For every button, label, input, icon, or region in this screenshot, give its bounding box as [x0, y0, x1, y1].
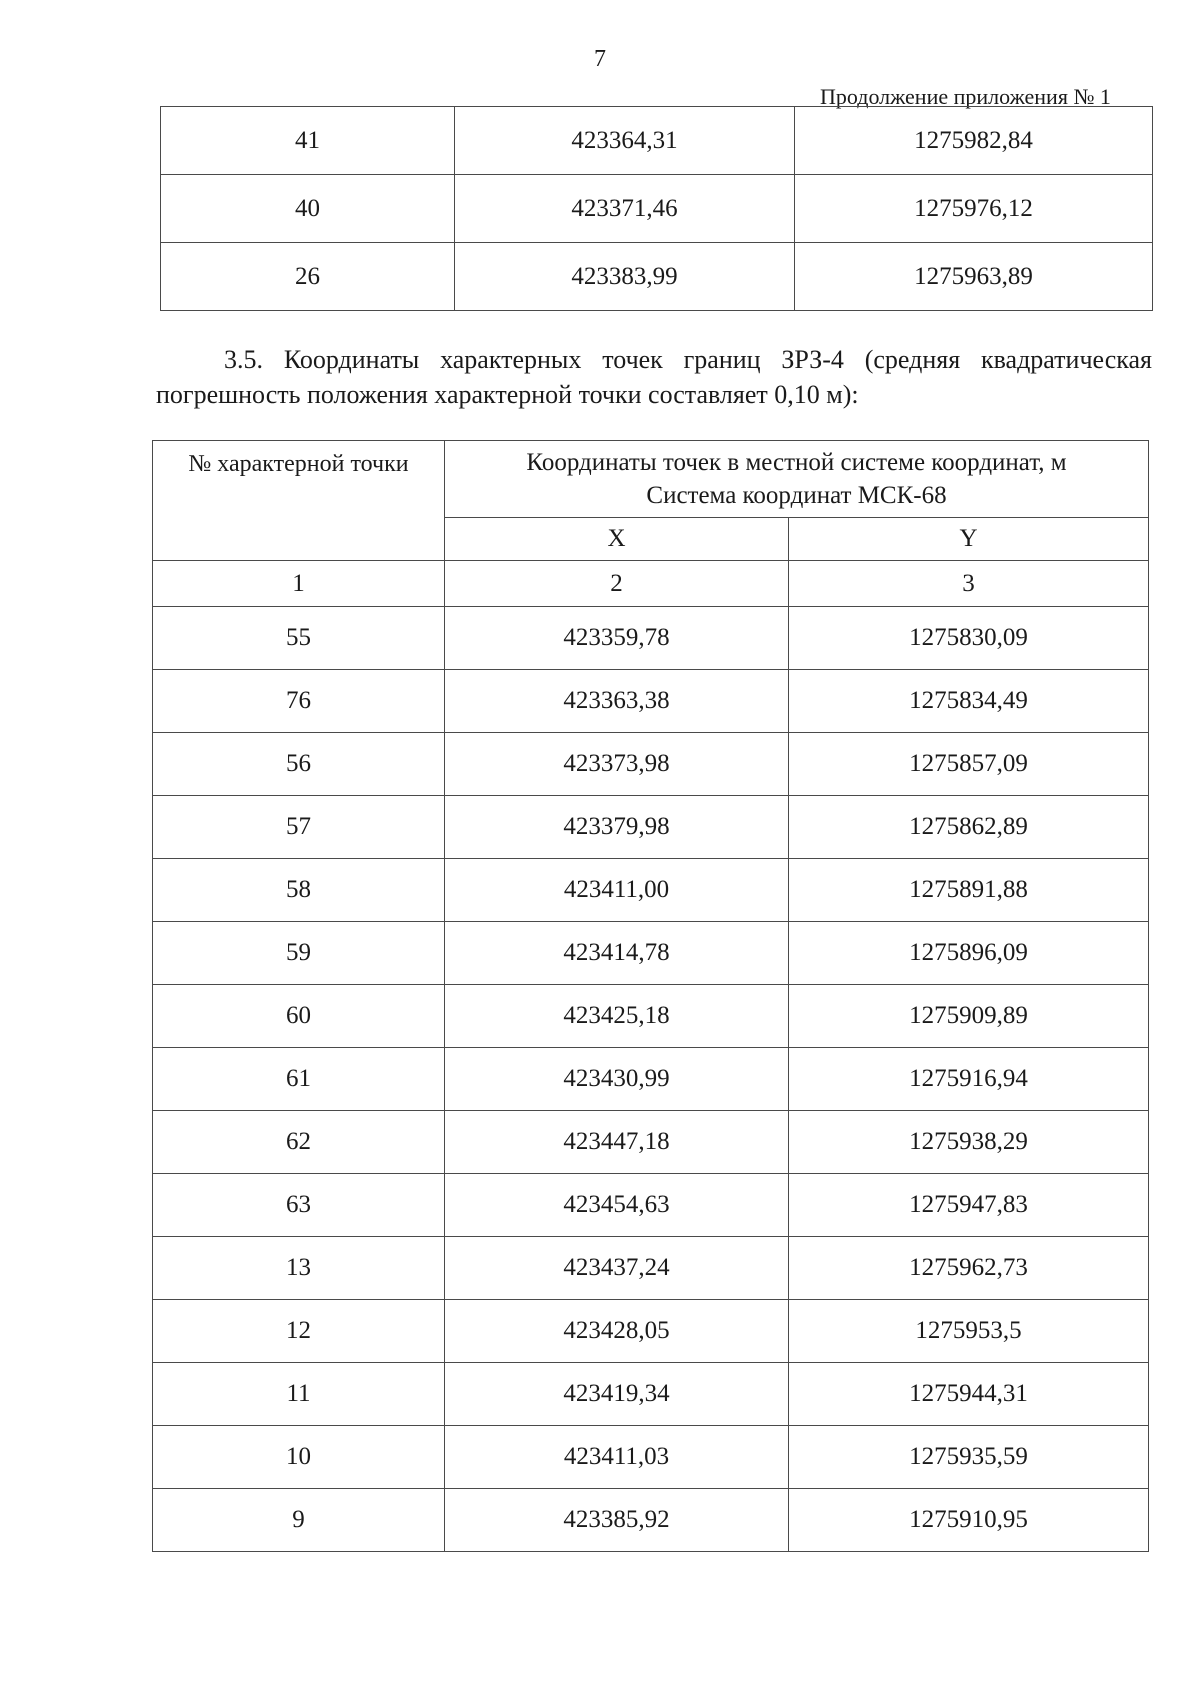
main-table-body [153, 607, 1149, 1552]
point-number-cell: 76 [153, 670, 445, 733]
point-number-cell: 26 [161, 243, 455, 311]
x-coordinate-cell: 423428,05 [445, 1300, 789, 1363]
x-coordinate-cell: 423359,78 [445, 607, 789, 670]
continuation-note: Продолжение приложения № 1 [820, 84, 1111, 109]
y-coordinate-cell: 1275916,94 [789, 1048, 1149, 1111]
table-row [161, 175, 1153, 243]
point-number-cell: 55 [153, 607, 445, 670]
y-coordinate-cell: 1275953,5 [789, 1300, 1149, 1363]
zrz4-coordinates-table [152, 440, 1149, 1552]
table-row [153, 1237, 1149, 1300]
x-coordinate-cell: 423454,63 [445, 1174, 789, 1237]
y-coordinate-cell: 1275944,31 [789, 1363, 1149, 1426]
index-cell-2: 2 [445, 561, 789, 607]
point-number-cell: 11 [153, 1363, 445, 1426]
index-row [153, 561, 1149, 607]
point-number-cell: 60 [153, 985, 445, 1048]
point-number-cell: 9 [153, 1489, 445, 1552]
table-row [161, 243, 1153, 311]
x-coordinate-cell: 423371,46 [455, 175, 795, 243]
point-number-cell: 41 [161, 107, 455, 175]
x-coordinate-cell: 423411,00 [445, 859, 789, 922]
table-row [153, 1111, 1149, 1174]
x-coordinate-cell: 423430,99 [445, 1048, 789, 1111]
y-coordinate-cell: 1275909,89 [789, 985, 1149, 1048]
x-coordinate-cell: 423385,92 [445, 1489, 789, 1552]
table-row [153, 1048, 1149, 1111]
point-number-cell: 58 [153, 859, 445, 922]
point-number-cell: 40 [161, 175, 455, 243]
point-number-cell: 12 [153, 1300, 445, 1363]
table-row [153, 1174, 1149, 1237]
header-coordinates-line1: Координаты точек в местной системе координат, м [526, 449, 1067, 476]
y-coordinate-cell: 1275938,29 [789, 1111, 1149, 1174]
header-row [153, 441, 1149, 518]
header-x: X [445, 518, 789, 561]
table-row [153, 985, 1149, 1048]
table-row [153, 1426, 1149, 1489]
y-coordinate-cell: 1275834,49 [789, 670, 1149, 733]
y-coordinate-cell: 1275982,84 [795, 107, 1153, 175]
section-paragraph: 3.5. Координаты характерных точек границ ЗРЗ-4 (средняя квадратическая погрешность положения характерной точки составляет 0,10 м): [156, 345, 1152, 409]
point-number-cell: 61 [153, 1048, 445, 1111]
x-coordinate-cell: 423447,18 [445, 1111, 789, 1174]
table-row [153, 796, 1149, 859]
y-coordinate-cell: 1275962,73 [789, 1237, 1149, 1300]
header-coordinates [445, 441, 1149, 518]
table-row [153, 922, 1149, 985]
point-number-cell: 62 [153, 1111, 445, 1174]
point-number-cell: 13 [153, 1237, 445, 1300]
top-table-body [161, 107, 1153, 311]
point-number-cell: 59 [153, 922, 445, 985]
table-row [161, 107, 1153, 175]
x-coordinate-cell: 423437,24 [445, 1237, 789, 1300]
x-coordinate-cell: 423411,03 [445, 1426, 789, 1489]
top-coordinates-table [160, 106, 1153, 311]
y-coordinate-cell: 1275896,09 [789, 922, 1149, 985]
y-coordinate-cell: 1275935,59 [789, 1426, 1149, 1489]
x-coordinate-cell: 423419,34 [445, 1363, 789, 1426]
table-row [153, 859, 1149, 922]
table-row [153, 733, 1149, 796]
y-coordinate-cell: 1275976,12 [795, 175, 1153, 243]
x-coordinate-cell: 423425,18 [445, 985, 789, 1048]
x-coordinate-cell: 423373,98 [445, 733, 789, 796]
y-coordinate-cell: 1275910,95 [789, 1489, 1149, 1552]
index-cell-1: 1 [153, 561, 445, 607]
x-coordinate-cell: 423383,99 [455, 243, 795, 311]
table-row [153, 1300, 1149, 1363]
y-coordinate-cell: 1275830,09 [789, 607, 1149, 670]
header-y: Y [789, 518, 1149, 561]
header-coordinates-line2: Система координат МСК-68 [646, 482, 947, 509]
table-row [153, 1489, 1149, 1552]
y-coordinate-cell: 1275891,88 [789, 859, 1149, 922]
x-coordinate-cell: 423364,31 [455, 107, 795, 175]
point-number-cell: 56 [153, 733, 445, 796]
y-coordinate-cell: 1275947,83 [789, 1174, 1149, 1237]
header-point-number: № характерной точки [153, 441, 445, 561]
table-row [153, 607, 1149, 670]
index-cell-3: 3 [789, 561, 1149, 607]
point-number-cell: 63 [153, 1174, 445, 1237]
page-number: 7 [594, 46, 606, 72]
y-coordinate-cell: 1275857,09 [789, 733, 1149, 796]
x-coordinate-cell: 423379,98 [445, 796, 789, 859]
table-row [153, 670, 1149, 733]
x-coordinate-cell: 423363,38 [445, 670, 789, 733]
y-coordinate-cell: 1275963,89 [795, 243, 1153, 311]
point-number-cell: 57 [153, 796, 445, 859]
point-number-cell: 10 [153, 1426, 445, 1489]
x-coordinate-cell: 423414,78 [445, 922, 789, 985]
table-row [153, 1363, 1149, 1426]
y-coordinate-cell: 1275862,89 [789, 796, 1149, 859]
